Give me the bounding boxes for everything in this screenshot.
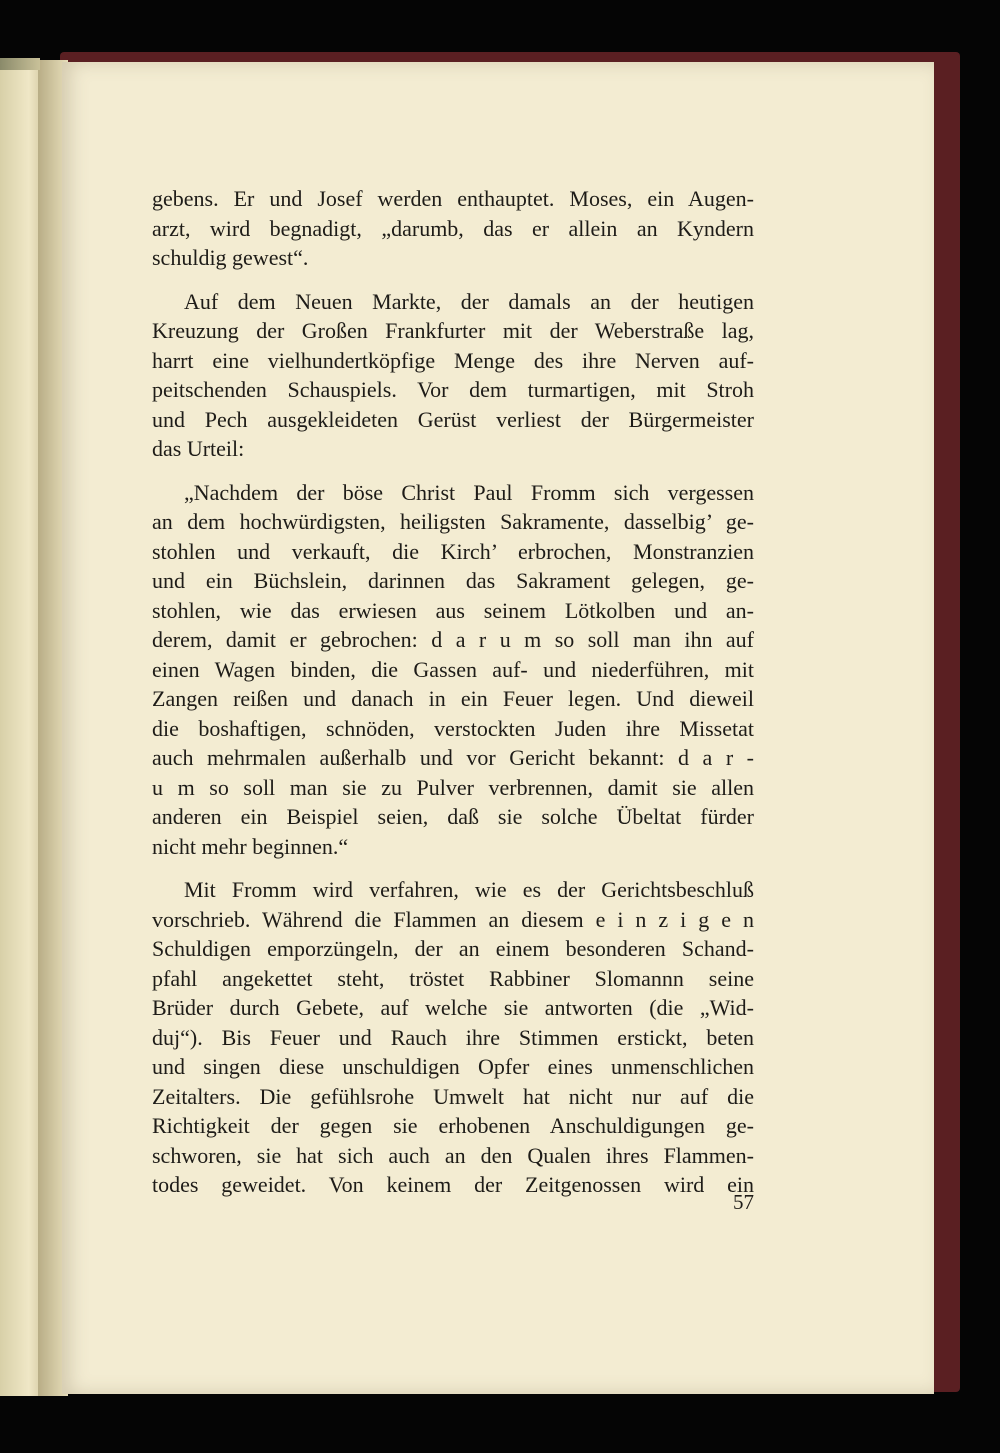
left-page-corner	[0, 58, 40, 70]
text-line: Zeitalters. Die gefühlsrohe Umwelt hat nicht nur auf die	[152, 1083, 754, 1109]
text-line: schworen, sie hat sich auch an den Qualen ihres Flammen-	[152, 1142, 754, 1168]
text-line: u m so soll man sie zu Pulver verbrennen, damit sie allen	[152, 774, 754, 800]
text-line: einen Wagen binden, die Gassen auf- und niederführen, mit	[152, 656, 754, 682]
text-line: duj“). Bis Feuer und Rauch ihre Stimmen erstickt, beten	[152, 1024, 754, 1050]
text-line: todes geweidet. Von keinem der Zeitgenossen wird ein	[152, 1172, 754, 1197]
text-line: arzt, wird begnadigt, „darumb, das er allein an Kyndern	[152, 215, 754, 241]
paragraph-3	[152, 478, 754, 862]
page-number: 57	[733, 1190, 754, 1214]
text-line: und Pech ausgekleideten Gerüst verliest der Bürgermeister	[152, 406, 754, 432]
text-line: und singen diese unschuldigen Opfer eines unmenschlichen	[152, 1054, 754, 1079]
paragraph-2	[152, 287, 754, 464]
text-line: stohlen, wie das erwiesen aus seinem Lötkolben und an-	[152, 597, 754, 623]
text-line: Auf dem Neuen Markte, der damals an der heutigen	[184, 288, 754, 314]
text-line: harrt eine vielhundertköpfige Menge des ihre Nerven auf-	[152, 347, 754, 373]
text-line: schuldig gewest“.	[152, 245, 309, 270]
text-line: an dem hochwürdigsten, heiligsten Sakramente, dasselbig’ ge-	[152, 509, 754, 534]
text-line: Schuldigen emporzüngeln, der an einem besonderen Schand-	[152, 936, 754, 961]
book-page	[62, 62, 934, 1394]
text-line: vorschrieb. Während die Flammen an diesem e i n z i g e n	[152, 906, 754, 932]
text-line: nicht mehr beginnen.“	[152, 833, 349, 859]
page-text	[152, 184, 754, 1200]
text-line: anderen ein Beispiel seien, daß sie solche Übeltat fürder	[152, 804, 754, 829]
text-line: „Nachdem der böse Christ Paul Fromm sich vergessen	[184, 479, 754, 505]
text-line: auch mehrmalen außerhalb und vor Gericht bekannt: d a r -	[152, 745, 754, 770]
text-line: derem, damit er gebrochen: d a r u m so soll man ihn auf	[152, 627, 754, 652]
text-line: Richtigkeit der gegen sie erhobenen Anschuldigungen ge-	[152, 1113, 754, 1138]
text-line: peitschenden Schauspiels. Vor dem turmartigen, mit Stroh	[152, 377, 754, 402]
paragraph-4	[152, 875, 754, 1200]
text-line: Brüder durch Gebete, auf welche sie antworten (die „Wid-	[152, 995, 754, 1020]
text-line: stohlen und verkauft, die Kirch’ erbrochen, Monstranzien	[152, 538, 754, 564]
text-line: das Urteil:	[152, 436, 245, 461]
text-line: Kreuzung der Großen Frankfurter mit der Weberstraße lag,	[152, 318, 754, 343]
paragraph-1	[152, 184, 754, 273]
text-line: pfahl angekettet steht, tröstet Rabbiner Slomannn seine	[152, 965, 754, 991]
text-line: und ein Büchslein, darinnen das Sakrament gelegen, ge-	[152, 568, 754, 593]
text-line: die boshaftigen, schnöden, verstockten Juden ihre Missetat	[152, 715, 754, 741]
text-line: Zangen reißen und danach in ein Feuer legen. Und dieweil	[152, 686, 754, 711]
text-line: gebens. Er und Josef werden enthauptet. Moses, ein Augen-	[152, 186, 754, 211]
text-line: Mit Fromm wird verfahren, wie es der Gerichtsbeschluß	[184, 877, 754, 902]
